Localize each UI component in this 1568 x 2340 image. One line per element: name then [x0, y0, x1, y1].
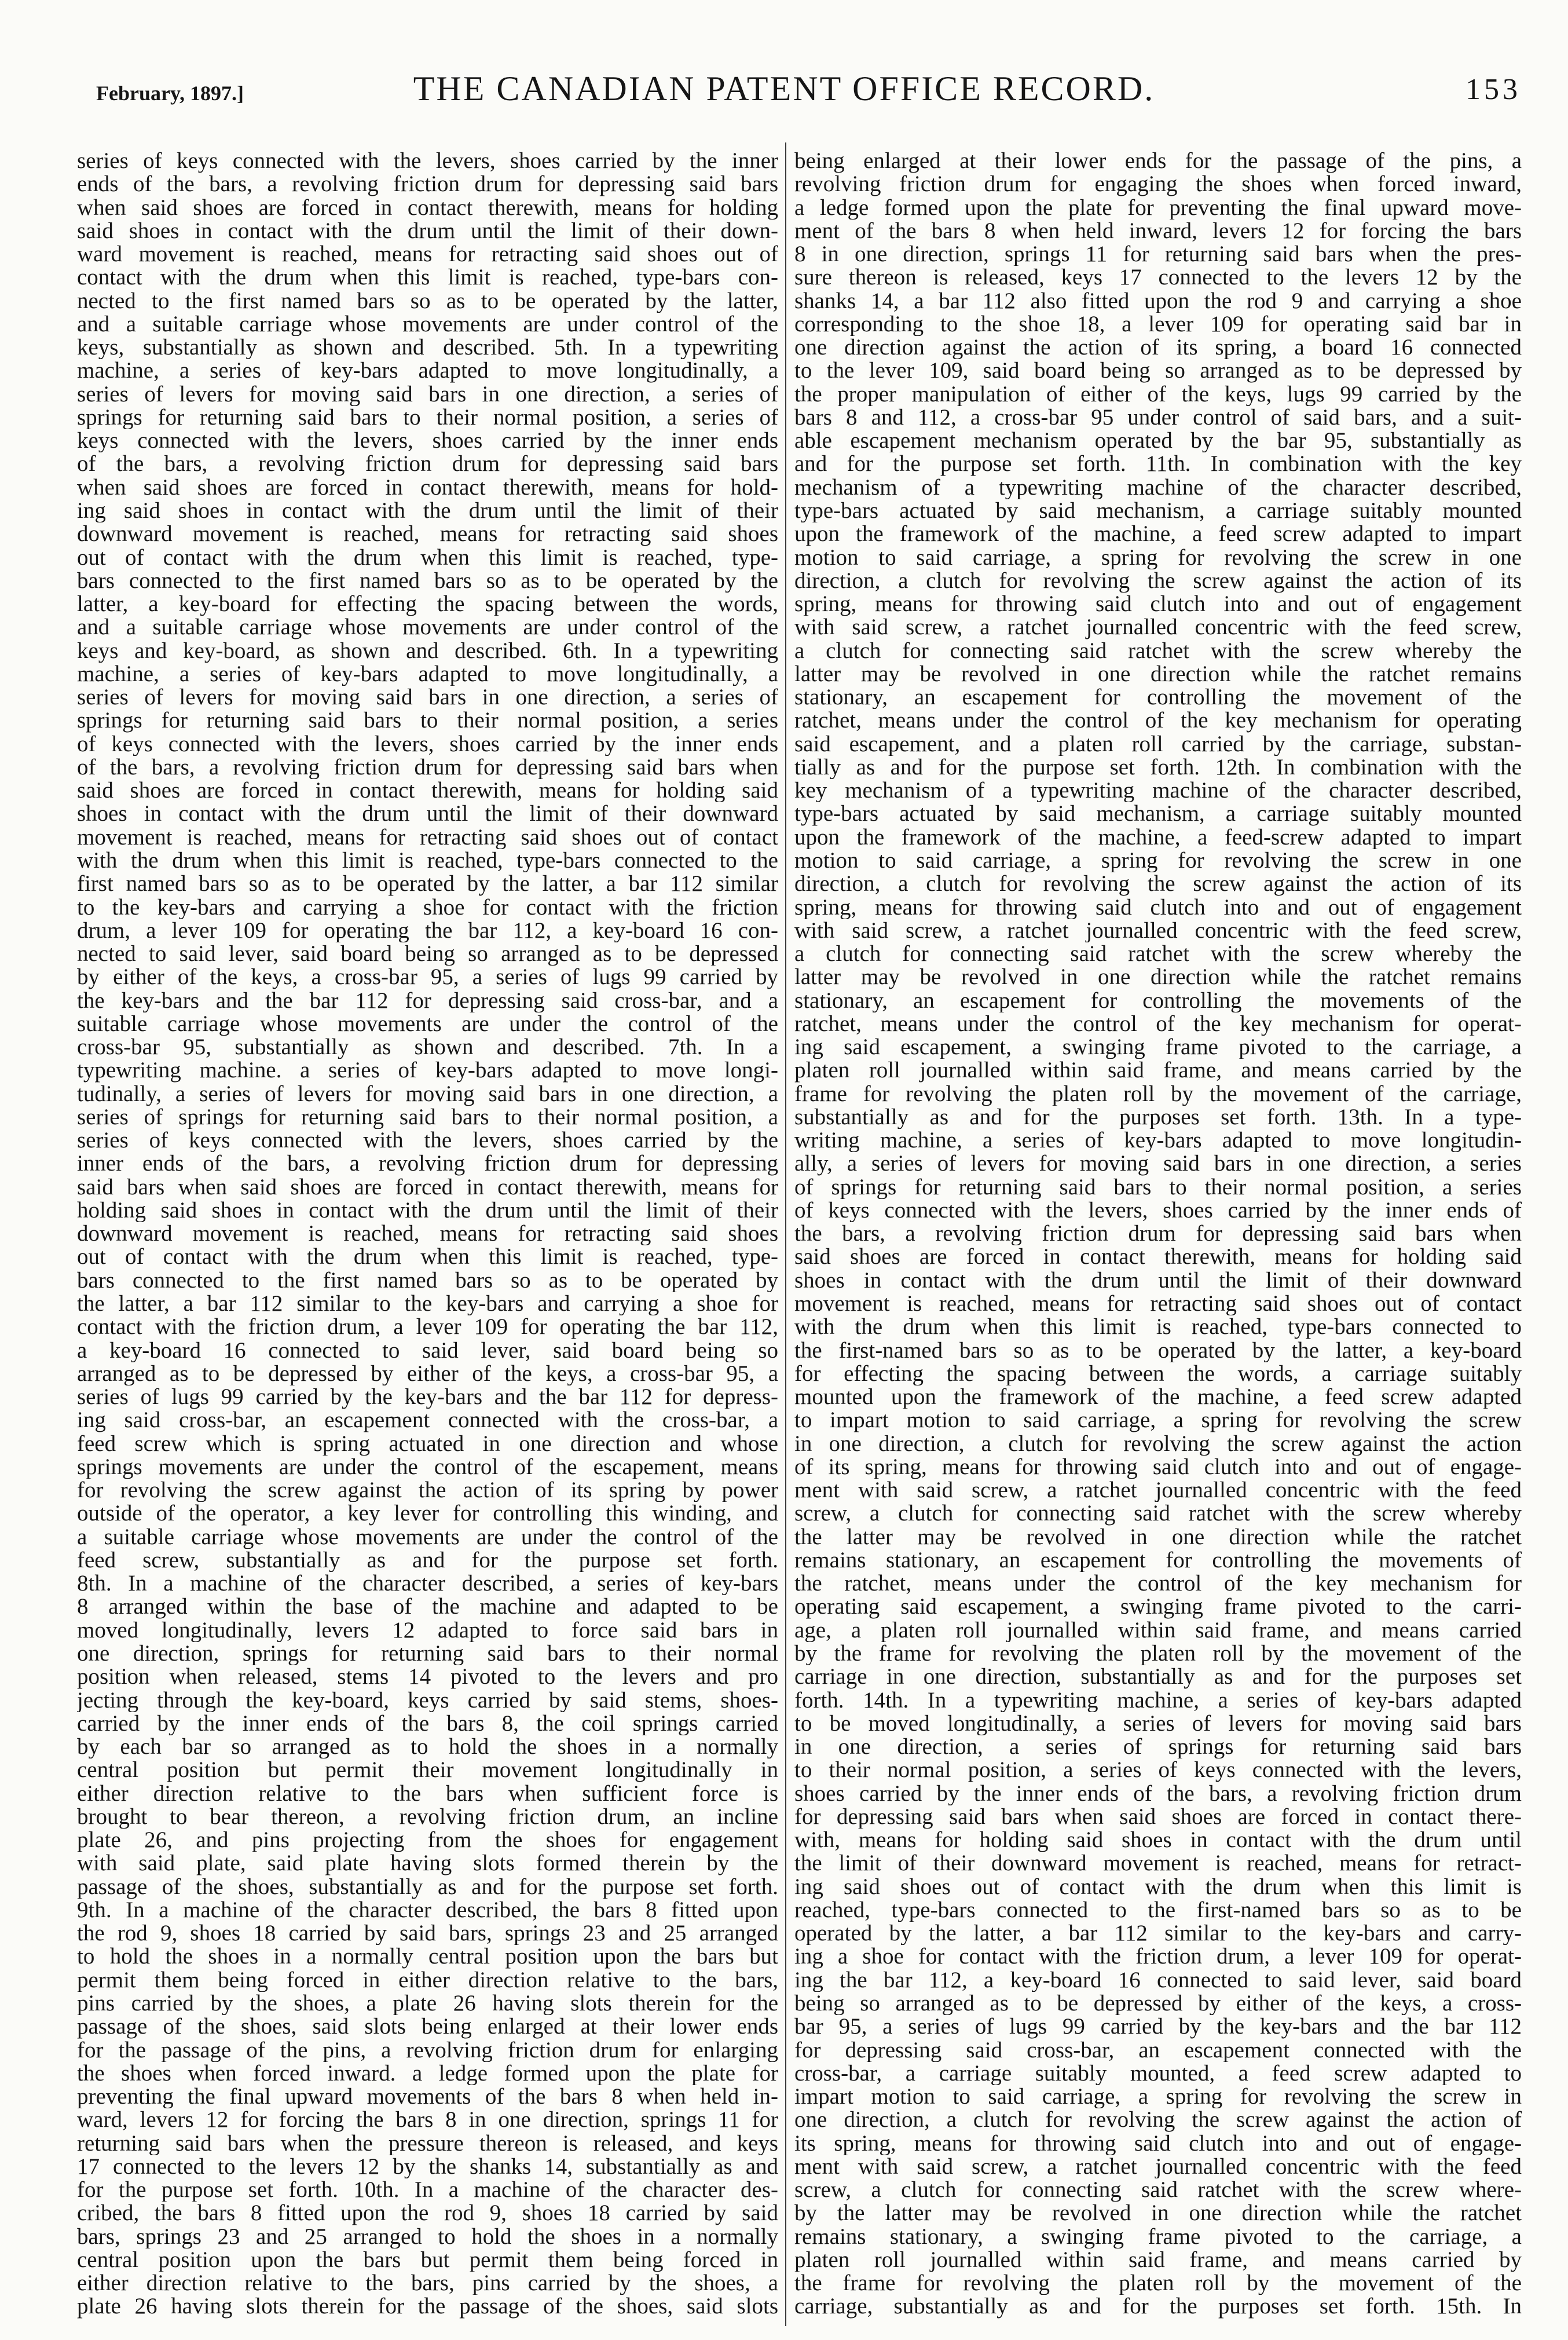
publication-title: THE CANADIAN PATENT OFFICE RECORD. — [413, 70, 1155, 108]
text-line: with the drum when this limit is reached, type-bars connected to the — [77, 849, 778, 873]
page-number: 153 — [1466, 73, 1521, 106]
text-line: first named bars so as to be operated by the latter, a bar 112 similar — [77, 872, 778, 896]
text-line: ratchet, means under the control of the key mechanism for operat- — [794, 1012, 1522, 1036]
text-line: plate 26, and pins projecting from the shoes for engagement — [77, 1829, 778, 1852]
text-line: moved longitudinally, levers 12 adapted to force said bars in — [77, 1618, 778, 1642]
text-line: the latter, a bar 112 similar to the key-bars and carrying a shoe for — [77, 1292, 778, 1316]
text-line: drum, a lever 109 for operating the bar 112, a key-board 16 con- — [77, 919, 778, 943]
text-line: for effecting the spacing between the words, a carriage suitably — [794, 1362, 1522, 1386]
text-line: by the latter may be revolved in one direction while the ratchet — [794, 2202, 1522, 2225]
text-line: bars connected to the first named bars so as to be operated by — [77, 1268, 778, 1293]
text-line: inner ends of the bars, a revolving friction drum for depressing — [77, 1152, 778, 1176]
text-line: remains stationary, an escapement for controlling the movements of — [794, 1548, 1522, 1573]
text-line: to impart motion to said carriage, a spring for revolving the screw — [794, 1409, 1522, 1432]
text-line: bar 95, a series of lugs 99 carried by the key-bars and the bar 112 — [794, 2015, 1522, 2039]
text-line: ends of the bars, a revolving friction drum for depressing said bars — [77, 173, 778, 196]
text-line: for depressing said bars when said shoes are forced in contact there- — [794, 1805, 1522, 1829]
text-line: series of levers for moving said bars in one direction, a series of — [77, 382, 778, 406]
text-line: central position upon the bars but permit them being forced in — [77, 2248, 778, 2272]
text-line: keys and key-board, as shown and described. 6th. In a typewriting — [77, 639, 778, 663]
text-line: series of levers for moving said bars in one direction, a series of — [77, 686, 778, 710]
text-line: platen roll journalled within said frame, and means carried by — [794, 2248, 1522, 2272]
text-line: downward movement is reached, means for retracting said shoes — [77, 522, 778, 546]
text-line: frame for revolving the platen roll by the movement of the carriage, — [794, 1082, 1522, 1106]
text-line: said bars when said shoes are forced in contact therewith, means for — [77, 1175, 778, 1199]
text-line: of springs for returning said bars to their normal position, a series — [794, 1175, 1522, 1199]
text-line: corresponding to the shoe 18, a lever 109 for operating said bar in — [794, 312, 1522, 337]
text-line: ally, a series of levers for moving said bars in one direction, a series — [794, 1152, 1522, 1176]
text-line: for the passage of the pins, a revolving friction drum for enlarging — [77, 2038, 778, 2062]
text-line: said shoes are forced in contact therewith, means for holding said — [77, 779, 778, 803]
text-line: series of lugs 99 carried by the key-bars and the bar 112 for depress- — [77, 1385, 778, 1409]
text-line: contact with the drum when this limit is reached, type-bars con- — [77, 266, 778, 290]
text-line: 8th. In a machine of the character described, a series of key-bars — [77, 1572, 778, 1596]
text-line: a suitable carriage whose movements are under the control of the — [77, 1525, 778, 1549]
text-line: forth. 14th. In a typewriting machine, a series of key-bars adapted — [794, 1688, 1522, 1712]
issue-date: February, 1897.] — [96, 82, 244, 105]
text-line: the bars, a revolving friction drum for depressing said bars when — [794, 1222, 1522, 1246]
text-line: spring, means for throwing said clutch into and out of engagement — [794, 895, 1522, 919]
text-line: of its spring, means for throwing said clutch into and out of engage- — [794, 1455, 1522, 1479]
text-line: ward movement is reached, means for retracting said shoes out of — [77, 243, 778, 266]
text-line: when said shoes are forced in contact therewith, means for hold- — [77, 476, 778, 499]
text-line: movement is reached, means for retracting said shoes out of contact — [77, 825, 778, 849]
text-line: carriage, substantially as and for the purposes set forth. 15th. In — [794, 2295, 1522, 2319]
text-line: springs movements are under the control of the escapement, means — [77, 1455, 778, 1479]
text-line: platen roll journalled within said frame, and means carried by the — [794, 1059, 1522, 1083]
text-line: impart motion to said carriage, a spring for revolving the screw in — [794, 2085, 1522, 2109]
text-line: and a suitable carriage whose movements are under control of the — [77, 312, 778, 337]
text-line: sure thereon is released, keys 17 connected to the levers 12 by the — [794, 266, 1522, 290]
text-line: for depressing said cross-bar, an escapement connected with the — [794, 2038, 1522, 2062]
text-line: upon the framework of the machine, a feed-screw adapted to impart — [794, 825, 1522, 849]
text-line: either direction relative to the bars, pins carried by the shoes, a — [77, 2272, 778, 2295]
text-line: cross-bar 95, substantially as shown and described. 7th. In a — [77, 1036, 778, 1059]
text-line: of the bars, a revolving friction drum for depressing said bars when — [77, 755, 778, 780]
text-line: machine, a series of key-bars adapted to move longitudinally, a — [77, 359, 778, 383]
text-line: feed screw which is spring actuated in one direction and whose — [77, 1432, 778, 1456]
text-line: said shoes are forced in contact therewith, means for holding said — [794, 1245, 1522, 1269]
text-line: holding said shoes in contact with the drum until the limit of their — [77, 1198, 778, 1223]
text-line: series of keys connected with the levers, shoes carried by the inner — [77, 149, 778, 173]
left-column — [77, 149, 778, 2319]
text-line: with said plate, said plate having slots formed therein by the — [77, 1852, 778, 1875]
text-line: said escapement, and a platen roll carried by the carriage, substan- — [794, 732, 1522, 756]
text-line: 8 arranged within the base of the machine and adapted to be — [77, 1595, 778, 1619]
text-line: the rod 9, shoes 18 carried by said bars, springs 23 and 25 arranged — [77, 1922, 778, 1946]
text-line: latter may be revolved in one direction while the ratchet remains — [794, 662, 1522, 686]
text-line: the ratchet, means under the control of the key mechanism for — [794, 1572, 1522, 1596]
text-line: for revolving the screw against the action of its spring by power — [77, 1479, 778, 1502]
text-line: preventing the final upward movements of the bars 8 when held in- — [77, 2085, 778, 2109]
text-line: reached, type-bars connected to the first-named bars so as to be — [794, 1898, 1522, 1922]
text-line: 9th. In a machine of the character described, the bars 8 fitted upon — [77, 1898, 778, 1922]
text-line: keys, substantially as shown and described. 5th. In a typewriting — [77, 336, 778, 360]
text-line: upon the framework of the machine, a feed screw adapted to impart — [794, 522, 1522, 546]
text-line: of keys connected with the levers, shoes carried by the inner ends of — [794, 1198, 1522, 1223]
text-line: ing said cross-bar, an escapement connected with the cross-bar, a — [77, 1409, 778, 1432]
text-line: of the bars, a revolving friction drum for depressing said bars — [77, 452, 778, 476]
text-line: permit them being forced in either direction relative to the bars, — [77, 1968, 778, 1992]
text-line: motion to said carriage, a spring for revolving the screw in one — [794, 546, 1522, 569]
text-line: mechanism of a typewriting machine of the character described, — [794, 476, 1522, 499]
text-line: the limit of their downward movement is reached, means for retract- — [794, 1852, 1522, 1875]
text-line: the first-named bars so as to be operated by the latter, a key-board — [794, 1339, 1522, 1362]
text-line: its spring, means for throwing said clutch into and out of engage- — [794, 2131, 1522, 2155]
text-line: jecting through the key-board, keys carried by said stems, shoes- — [77, 1688, 778, 1712]
text-line: type-bars actuated by said mechanism, a carriage suitably mounted — [794, 802, 1522, 826]
text-line: stationary, an escapement for controlling the movement of the — [794, 686, 1522, 710]
text-line: series of springs for returning said bars to their normal position, a — [77, 1105, 778, 1129]
text-line: revolving friction drum for engaging the shoes when forced inward, — [794, 173, 1522, 196]
text-line: downward movement is reached, means for retracting said shoes — [77, 1222, 778, 1246]
text-line: series of keys connected with the levers, shoes carried by the — [77, 1129, 778, 1153]
text-line: machine, a series of key-bars adapted to move longitudinally, a — [77, 662, 778, 686]
text-line: with said screw, a ratchet journalled concentric with the feed screw, — [794, 616, 1522, 639]
text-line: key mechanism of a typewriting machine of the character described, — [794, 779, 1522, 803]
text-line: returning said bars when the pressure thereon is released, and keys — [77, 2131, 778, 2155]
text-line: age, a platen roll journalled within said frame, and means carried — [794, 1618, 1522, 1642]
text-line: by the frame for revolving the platen roll by the movement of the — [794, 1642, 1522, 1666]
text-line: to hold the shoes in a normally central position upon the bars but — [77, 1945, 778, 1969]
text-line: by either of the keys, a cross-bar 95, a series of lugs 99 carried by — [77, 966, 778, 989]
text-line: substantially as and for the purposes set forth. 13th. In a type- — [794, 1105, 1522, 1129]
text-line: one direction, a clutch for revolving the screw against the action of — [794, 2108, 1522, 2132]
text-line: latter may be revolved in one direction while the ratchet remains — [794, 966, 1522, 989]
text-line: in one direction, a series of springs for returning said bars — [794, 1735, 1522, 1759]
text-line: to the key-bars and carrying a shoe for contact with the friction — [77, 895, 778, 919]
text-line: a ledge formed upon the plate for preventing the final upward move- — [794, 196, 1522, 220]
text-line: shanks 14, a bar 112 also fitted upon the rod 9 and carrying a shoe — [794, 289, 1522, 313]
text-line: shoes carried by the inner ends of the bars, a revolving friction drum — [794, 1782, 1522, 1805]
text-line: contact with the friction drum, a lever 109 for operating the bar 112, — [77, 1315, 778, 1339]
text-line: the proper manipulation of either of the keys, lugs 99 carried by the — [794, 382, 1522, 406]
text-line: central position but permit their movement longitudinally in — [77, 1758, 778, 1782]
text-line: suitable carriage whose movements are under the control of the — [77, 1012, 778, 1036]
text-line: one direction, springs for returning said bars to their normal — [77, 1642, 778, 1666]
text-line: one direction against the action of its spring, a board 16 connected — [794, 336, 1522, 360]
text-line: being so arranged as to be depressed by either of the keys, a cross- — [794, 1991, 1522, 2016]
text-line: a clutch for connecting said ratchet with the screw whereby the — [794, 639, 1522, 663]
text-line: ing said shoes in contact with the drum until the limit of their — [77, 499, 778, 523]
text-line: and for the purpose set forth. 11th. In combination with the key — [794, 452, 1522, 476]
text-line: keys connected with the levers, shoes carried by the inner ends — [77, 429, 778, 453]
text-line: with, means for holding said shoes in contact with the drum until — [794, 1829, 1522, 1852]
text-line: springs for returning said bars to their normal position, a series of — [77, 405, 778, 430]
text-line: springs for returning said bars to their normal position, a series — [77, 709, 778, 733]
right-column — [794, 149, 1522, 2319]
text-line: ward, levers 12 for forcing the bars 8 in one direction, springs 11 for — [77, 2108, 778, 2132]
text-line: screw, a clutch for connecting said ratchet with the screw whereby — [794, 1502, 1522, 1526]
text-line: carried by the inner ends of the bars 8, the coil springs carried — [77, 1712, 778, 1736]
text-line: to their normal position, a series of keys connected with the levers, — [794, 1758, 1522, 1782]
text-line: arranged as to be depressed by either of the keys, a cross-bar 95, a — [77, 1362, 778, 1386]
text-line: out of contact with the drum when this limit is reached, type- — [77, 1245, 778, 1269]
text-line: cribed, the bars 8 fitted upon the rod 9, shoes 18 carried by said — [77, 2202, 778, 2225]
text-line: ing said shoes out of contact with the drum when this limit is — [794, 1875, 1522, 1899]
text-line: ing the bar 112, a key-board 16 connected to said lever, said board — [794, 1968, 1522, 1992]
text-line: the frame for revolving the platen roll by the movement of the — [794, 2272, 1522, 2295]
text-line: type-bars actuated by said mechanism, a carriage suitably mounted — [794, 499, 1522, 523]
text-line: passage of the shoes, substantially as and for the purpose set forth. — [77, 1875, 778, 1899]
text-line: pins carried by the shoes, a plate 26 having slots therein for the — [77, 1991, 778, 2016]
text-line: outside of the operator, a key lever for controlling this winding, and — [77, 1502, 778, 1526]
text-line: ment with said screw, a ratchet journalled concentric with the feed — [794, 1479, 1522, 1502]
text-line: of keys connected with the levers, shoes carried by the inner ends — [77, 732, 778, 756]
text-line: ment of the bars 8 when held inward, levers 12 for forcing the bars — [794, 219, 1522, 243]
text-line: a clutch for connecting said ratchet with the screw whereby the — [794, 942, 1522, 966]
text-line: for the purpose set forth. 10th. In a machine of the character des- — [77, 2178, 778, 2202]
text-line: plate 26 having slots therein for the passage of the shoes, said slots — [77, 2295, 778, 2319]
text-line: bars connected to the first named bars so as to be operated by the — [77, 569, 778, 593]
text-line: the latter may be revolved in one direction while the ratchet — [794, 1525, 1522, 1549]
text-line: ment with said screw, a ratchet journalled concentric with the feed — [794, 2155, 1522, 2179]
text-line: the key-bars and the bar 112 for depressing said cross-bar, and a — [77, 989, 778, 1012]
text-line: tudinally, a series of levers for moving said bars in one direction, a — [77, 1082, 778, 1106]
text-line: able escapement mechanism operated by the bar 95, substantially as — [794, 429, 1522, 453]
text-line: direction, a clutch for revolving the screw against the action of its — [794, 569, 1522, 593]
text-line: to the lever 109, said board being so arranged as to be depressed by — [794, 359, 1522, 383]
text-line: typewriting machine. a series of key-bars adapted to move longi- — [77, 1059, 778, 1083]
text-line: spring, means for throwing said clutch into and out of engagement — [794, 593, 1522, 616]
text-line: cross-bar, a carriage suitably mounted, a feed screw adapted to — [794, 2061, 1522, 2086]
text-line: tially as and for the purpose set forth. 12th. In combination with the — [794, 755, 1522, 780]
column-divider — [785, 142, 786, 2326]
text-line: and a suitable carriage whose movements are under control of the — [77, 616, 778, 639]
text-line: writing machine, a series of key-bars adapted to move longitudin- — [794, 1129, 1522, 1153]
text-line: when said shoes are forced in contact therewith, means for holding — [77, 196, 778, 220]
text-line: nected to the first named bars so as to be operated by the latter, — [77, 289, 778, 313]
text-line: bars, springs 23 and 25 arranged to hold the shoes in a normally — [77, 2225, 778, 2248]
text-line: either direction relative to the bars when sufficient force is — [77, 1782, 778, 1805]
text-line: bars 8 and 112, a cross-bar 95 under control of said bars, and a suit- — [794, 405, 1522, 430]
text-line: operating said escapement, a swinging frame pivoted to the carri- — [794, 1595, 1522, 1619]
text-line: mounted upon the framework of the machine, a feed screw adapted — [794, 1385, 1522, 1409]
text-line: 17 connected to the levers 12 by the shanks 14, substantially as and — [77, 2155, 778, 2179]
text-line: brought to bear thereon, a revolving friction drum, an incline — [77, 1805, 778, 1829]
text-line: ratchet, means under the control of the key mechanism for operating — [794, 709, 1522, 733]
text-line: movement is reached, means for retracting said shoes out of contact — [794, 1292, 1522, 1316]
text-line: passage of the shoes, said slots being enlarged at their lower ends — [77, 2015, 778, 2039]
text-line: 8 in one direction, springs 11 for returning said bars when the pres- — [794, 243, 1522, 266]
text-line: screw, a clutch for connecting said ratchet with the screw where- — [794, 2178, 1522, 2202]
text-line: carriage in one direction, substantially as and for the purposes set — [794, 1665, 1522, 1689]
text-line: the shoes when forced inward. a ledge formed upon the plate for — [77, 2061, 778, 2086]
text-line: said shoes in contact with the drum until the limit of their down- — [77, 219, 778, 243]
text-line: direction, a clutch for revolving the screw against the action of its — [794, 872, 1522, 896]
text-line: out of contact with the drum when this limit is reached, type- — [77, 546, 778, 569]
text-line: latter, a key-board for effecting the spacing between the words, — [77, 593, 778, 616]
text-line: remains stationary, a swinging frame pivoted to the carriage, a — [794, 2225, 1522, 2248]
text-line: stationary, an escapement for controlling the movements of the — [794, 989, 1522, 1012]
text-line: with the drum when this limit is reached, type-bars connected to — [794, 1315, 1522, 1339]
text-line: shoes in contact with the drum until the limit of their downward — [77, 802, 778, 826]
text-line: by each bar so arranged as to hold the shoes in a normally — [77, 1735, 778, 1759]
text-line: being enlarged at their lower ends for the passage of the pins, a — [794, 149, 1522, 173]
text-line: nected to said lever, said board being so arranged as to be depressed — [77, 942, 778, 966]
text-line: position when released, stems 14 pivoted to the levers and pro — [77, 1665, 778, 1689]
text-line: feed screw, substantially as and for the purpose set forth. — [77, 1548, 778, 1573]
text-line: motion to said carriage, a spring for revolving the screw in one — [794, 849, 1522, 873]
text-line: operated by the latter, a bar 112 similar to the key-bars and carry- — [794, 1922, 1522, 1946]
text-line: in one direction, a clutch for revolving the screw against the action — [794, 1432, 1522, 1456]
text-line: shoes in contact with the drum until the limit of their downward — [794, 1268, 1522, 1293]
text-line: ing a shoe for contact with the friction drum, a lever 109 for operat- — [794, 1945, 1522, 1969]
text-line: ing said escapement, a swinging frame pivoted to the carriage, a — [794, 1036, 1522, 1059]
text-line: a key-board 16 connected to said lever, said board being so — [77, 1339, 778, 1362]
text-line: with said screw, a ratchet journalled concentric with the feed screw, — [794, 919, 1522, 943]
text-line: to be moved longitudinally, a series of levers for moving said bars — [794, 1712, 1522, 1736]
